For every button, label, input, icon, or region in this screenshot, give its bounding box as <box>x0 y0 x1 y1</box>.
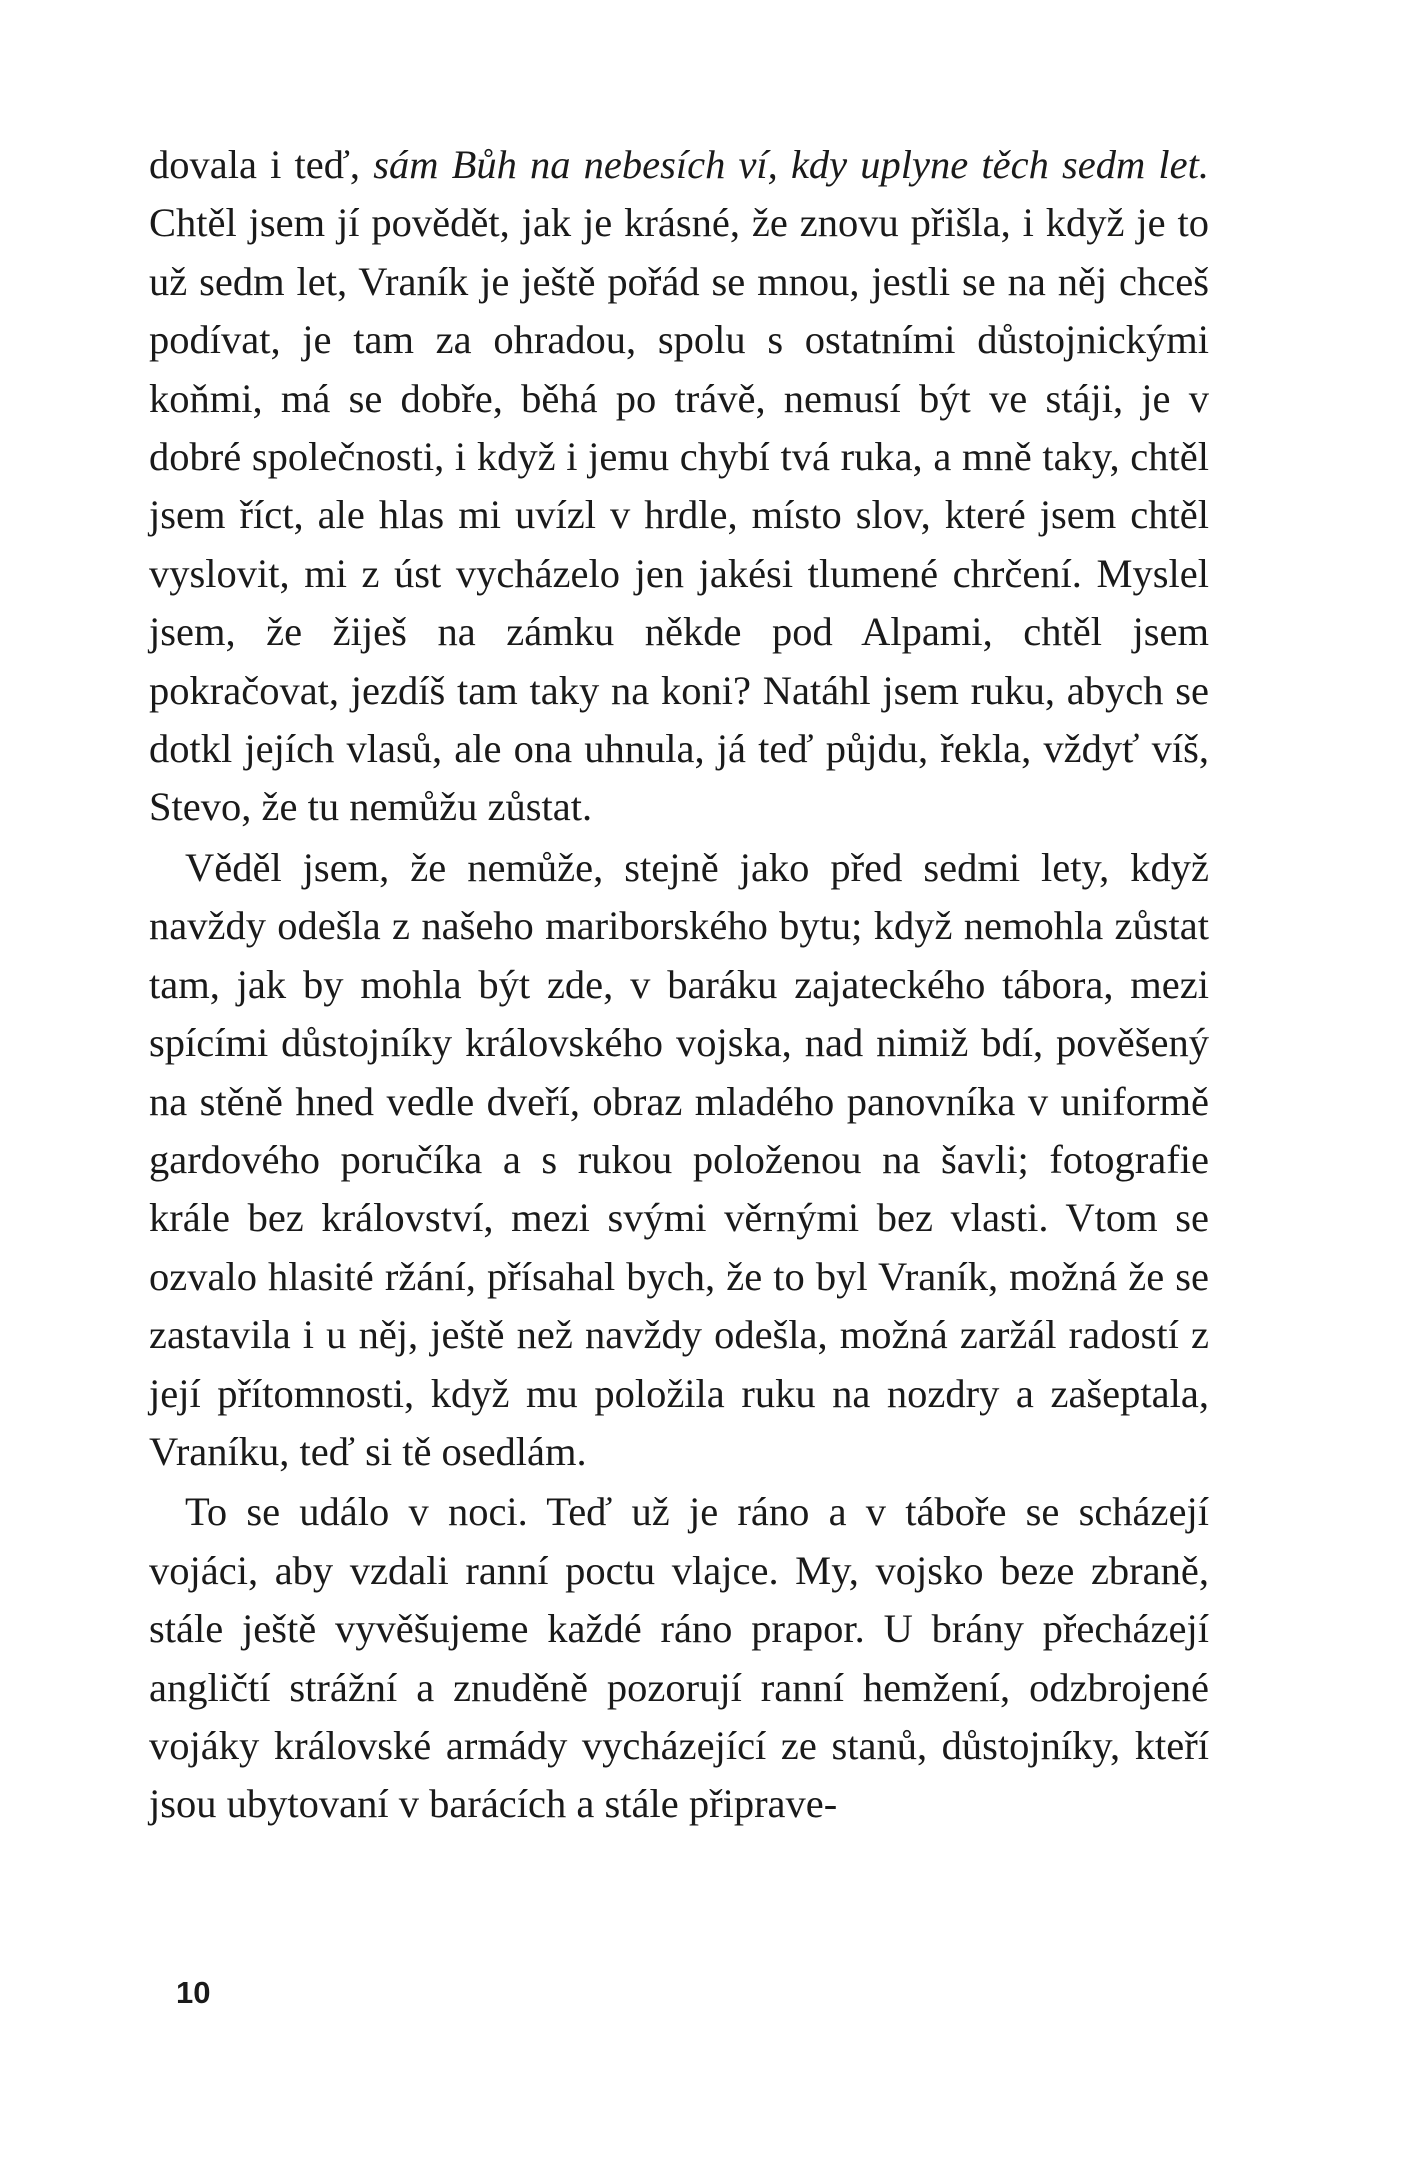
paragraph-1-lead: dovala i teď, <box>149 142 374 187</box>
paragraph-2: Věděl jsem, že nemůže, stejně jako před sedmi lety, když navždy odešla z našeho mariborského bytu; když nemohla zůstat tam, jak by mohla být zde, v baráku zajateckého tábora, mezi spícími důstojníky královského vojska, nad nimiž bdí, pověšený na stěně hned vedle dveří, obraz mladého panovníka v uniformě gardového poručíka a s rukou položenou na šavli; fotografie krále bez království, mezi svými věrnými bez vlasti. Vtom se ozvalo hlasité ržání, přísahal bych, že to byl Vraník, možná že se zastavila i u něj, ještě než navždy odešla, možná zaržál radostí z její přítomnosti, když mu položila ruku na nozdry a zašeptala, Vraníku, teď si tě osedlám. <box>149 844 1209 1474</box>
page-number: 10 <box>176 1975 211 2010</box>
paragraph-1-body: Chtěl jsem jí povědět, jak je krásné, že znovu přišla, i když je to už sedm let, Vraník je ještě pořád se mnou, jestli se na něj chceš podívat, je tam za ohradou, spolu s ostatními důstojnickými koňmi, má se dobře, běhá po trávě, nemusí být ve stáji, je v dobré společnosti, i když i jemu chybí tvá ruka, a mně taky, chtěl jsem říct, ale hlas mi uvízl v hrdle, místo slov, které jsem chtěl vyslovit, mi z úst vycházelo jen jakési tlumené chrčení. Myslel jsem, že žiješ na zámku někde pod Alpami, chtěl jsem pokračovat, jezdíš tam taky na koni? Natáhl jsem ruku, abych se dotkl jejích vlasů, ale ona uhnula, já teď půjdu, řekla, vždyť víš, Stevo, že tu nemůžu zůstat. <box>149 200 1209 830</box>
paragraph-1 <box>149 136 1209 837</box>
body-text <box>149 136 1209 1834</box>
paragraph-3: To se událo v noci. Teď už je ráno a v táboře se scházejí vojáci, aby vzdali ranní poctu vlajce. My, vojsko beze zbraně, stále ještě vyvěšujeme každé ráno prapor. U brány přecházejí angličtí strážní a znuděně pozorují ranní hemžení, odzbrojené vojáky královské armády vycházející ze stanů, důstojníky, kteří jsou ubytovaní v barácích a stále připrave- <box>149 1489 1209 1827</box>
paragraph-1-italic: sám Bůh na nebesích ví, kdy uplyne těch sedm let. <box>373 142 1209 187</box>
